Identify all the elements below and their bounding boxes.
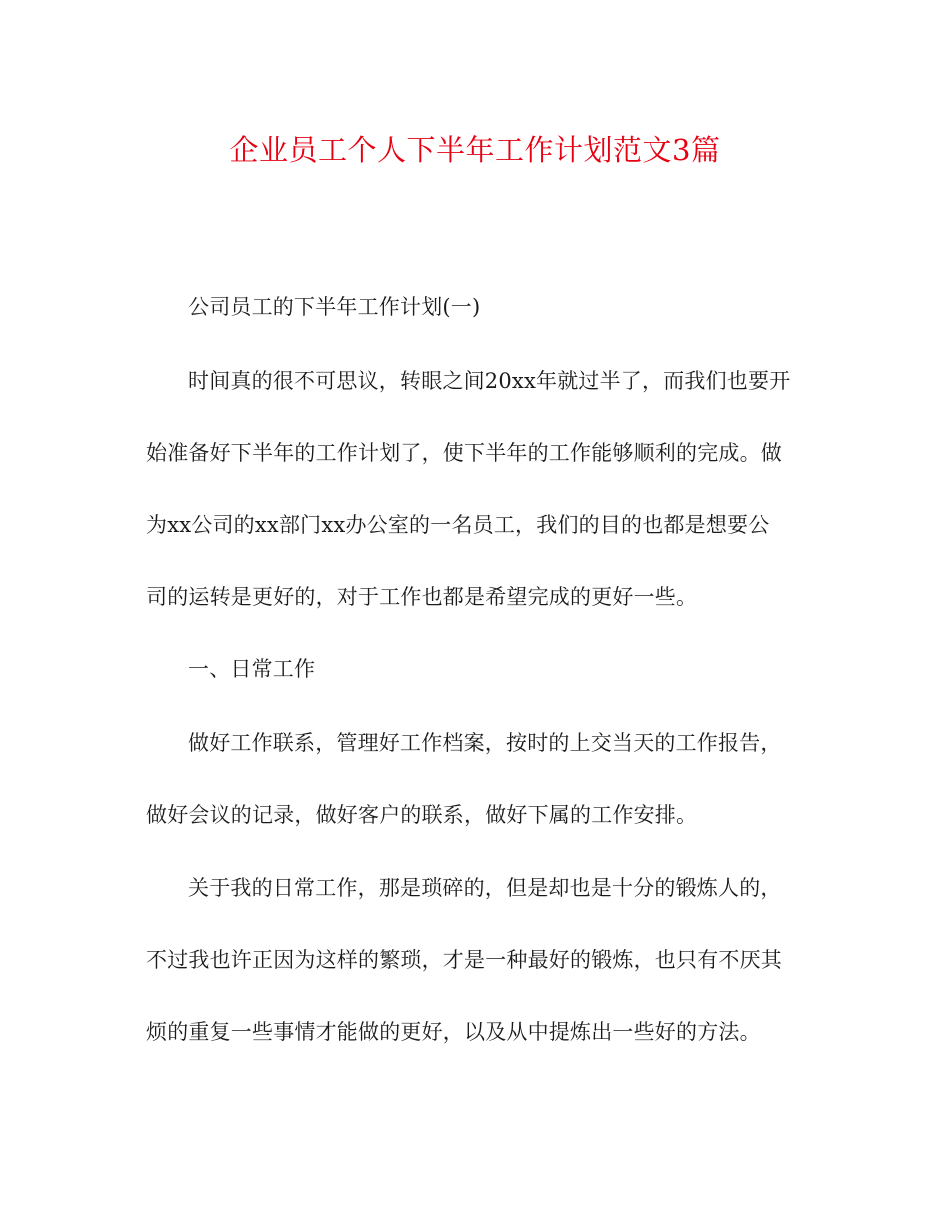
paragraph-line: 司的运转是更好的，对于工作也都是希望完成的更好一些。 [146,585,698,609]
paragraph-line: 始准备好下半年的工作计划了，使下半年的工作能够顺利的完成。做 [146,441,782,465]
paragraph-line: 为xx公司的xx部门xx办公室的一名员工，我们的目的也都是想要公 [146,513,770,537]
paragraph-line: 不过我也许正因为这样的繁琐，才是一种最好的锻炼，也只有不厌其 [146,948,782,972]
paragraph-line: 做好工作联系，管理好工作档案，按时的上交当天的工作报告， [188,731,782,755]
paragraph-line: 做好会议的记录，做好客户的联系，做好下属的工作安排。 [146,803,698,827]
paragraph-line: 关于我的日常工作，那是琐碎的，但是却也是十分的锻炼人的， [188,876,782,900]
paragraph-line: 烦的重复一些事情才能做的更好，以及从中提炼出一些好的方法。 [146,1020,761,1044]
document-title: 企业员工个人下半年工作计划范文3篇 [229,133,721,167]
section-heading: 公司员工的下半年工作计划(一) [188,295,481,319]
paragraph-line: 时间真的很不可思议，转眼之间20xx年就过半了，而我们也要开 [188,369,791,393]
subsection-heading: 一、日常工作 [188,657,316,681]
